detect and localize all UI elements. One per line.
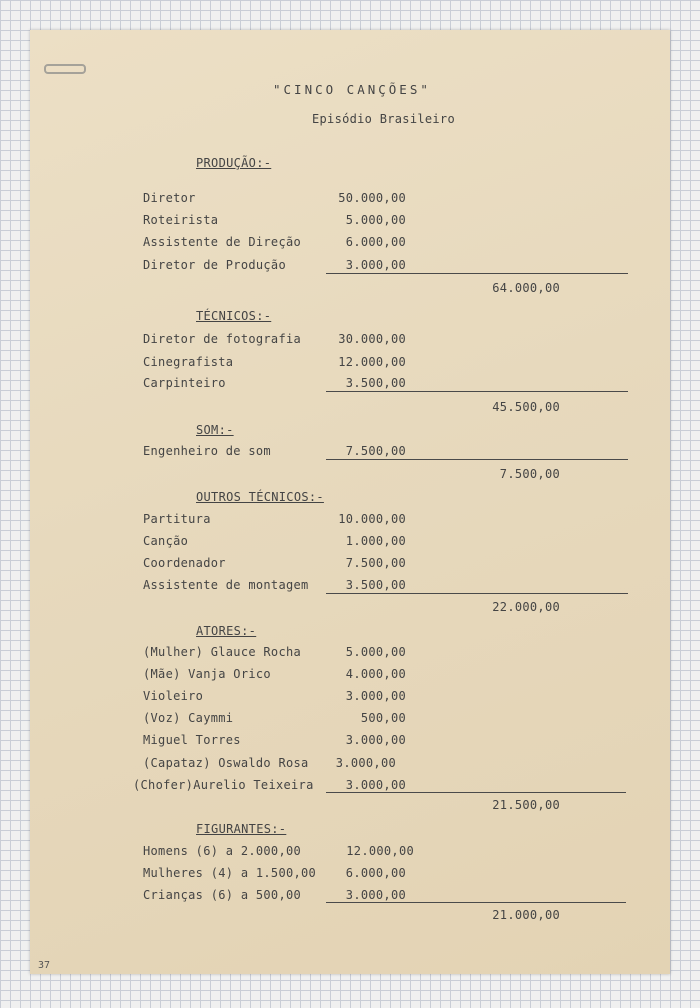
section-total: 45.500,00 bbox=[492, 400, 560, 414]
item-value: 7.500,00 bbox=[345, 444, 406, 458]
page-mark: 37 bbox=[38, 960, 51, 971]
item-label: Partitura bbox=[143, 512, 211, 526]
item-value: 50.000,00 bbox=[338, 191, 406, 205]
item-label: Miguel Torres bbox=[143, 733, 241, 747]
subtotal-rule bbox=[326, 391, 628, 392]
item-value: 3.000,00 bbox=[335, 756, 396, 770]
section-heading-som: SOM:- bbox=[196, 423, 234, 437]
item-label: Mulheres (4) a 1.500,00 bbox=[143, 866, 317, 880]
item-label: Cinegrafista bbox=[143, 355, 234, 369]
item-label: Roteirista bbox=[143, 213, 219, 227]
item-value: 5.000,00 bbox=[345, 213, 406, 227]
item-value: 30.000,00 bbox=[338, 332, 406, 346]
item-value: 3.500,00 bbox=[345, 578, 406, 592]
subtotal-rule bbox=[326, 593, 628, 594]
subtotal-rule bbox=[326, 459, 628, 460]
item-label: Engenheiro de som bbox=[143, 444, 271, 458]
item-value: 7.500,00 bbox=[345, 556, 406, 570]
item-label: Coordenador bbox=[143, 556, 226, 570]
item-value: 6.000,00 bbox=[345, 866, 406, 880]
item-value: 3.000,00 bbox=[345, 778, 406, 792]
item-value: 10.000,00 bbox=[338, 512, 406, 526]
item-value: 500,00 bbox=[360, 711, 406, 725]
section-heading-tecnicos: TÉCNICOS:- bbox=[196, 309, 272, 323]
item-label: (Mãe) Vanja Orico bbox=[143, 667, 271, 681]
section-heading-producao: PRODUÇÃO:- bbox=[196, 156, 272, 170]
item-label: (Mulher) Glauce Rocha bbox=[143, 645, 302, 659]
section-total: 21.000,00 bbox=[492, 908, 560, 922]
item-label: (Chofer)Aurelio Teixeira bbox=[133, 778, 314, 792]
section-heading-outros-tecnicos: OUTROS TÉCNICOS:- bbox=[196, 490, 324, 504]
subtotal-rule bbox=[326, 902, 626, 903]
document-subtitle: Episódio Brasileiro bbox=[312, 112, 455, 126]
section-total: 64.000,00 bbox=[492, 281, 560, 295]
item-label: Diretor de fotografia bbox=[143, 332, 302, 346]
item-value: 3.000,00 bbox=[345, 733, 406, 747]
section-total: 21.500,00 bbox=[492, 798, 560, 812]
item-label: Homens (6) a 2.000,00 bbox=[143, 844, 302, 858]
item-value: 3.000,00 bbox=[345, 258, 406, 272]
item-label: Diretor bbox=[143, 191, 196, 205]
document-title: "CINCO CANÇÕES" bbox=[273, 82, 431, 97]
item-value: 12.000,00 bbox=[338, 355, 406, 369]
item-value: 3.000,00 bbox=[345, 689, 406, 703]
subtotal-rule bbox=[326, 792, 626, 793]
item-label: Assistente de Direção bbox=[143, 235, 302, 249]
document-page bbox=[30, 30, 670, 974]
item-label: Diretor de Produção bbox=[143, 258, 286, 272]
item-value: 12.000,00 bbox=[346, 844, 414, 858]
item-value: 5.000,00 bbox=[345, 645, 406, 659]
item-label: Canção bbox=[143, 534, 189, 548]
item-label: Carpinteiro bbox=[143, 376, 226, 390]
subtotal-rule bbox=[326, 273, 628, 274]
item-value: 3.500,00 bbox=[345, 376, 406, 390]
paperclip-icon bbox=[44, 64, 86, 74]
item-value: 1.000,00 bbox=[345, 534, 406, 548]
item-value: 3.000,00 bbox=[345, 888, 406, 902]
section-heading-atores: ATORES:- bbox=[196, 624, 257, 638]
item-label: Assistente de montagem bbox=[143, 578, 309, 592]
section-total: 7.500,00 bbox=[499, 467, 560, 481]
section-total: 22.000,00 bbox=[492, 600, 560, 614]
item-value: 6.000,00 bbox=[345, 235, 406, 249]
item-value: 4.000,00 bbox=[345, 667, 406, 681]
item-label: Violeiro bbox=[143, 689, 204, 703]
item-label: Crianças (6) a 500,00 bbox=[143, 888, 302, 902]
item-label: (Voz) Caymmi bbox=[143, 711, 234, 725]
item-label: (Capataz) Oswaldo Rosa bbox=[143, 756, 309, 770]
section-heading-figurantes: FIGURANTES:- bbox=[196, 822, 287, 836]
